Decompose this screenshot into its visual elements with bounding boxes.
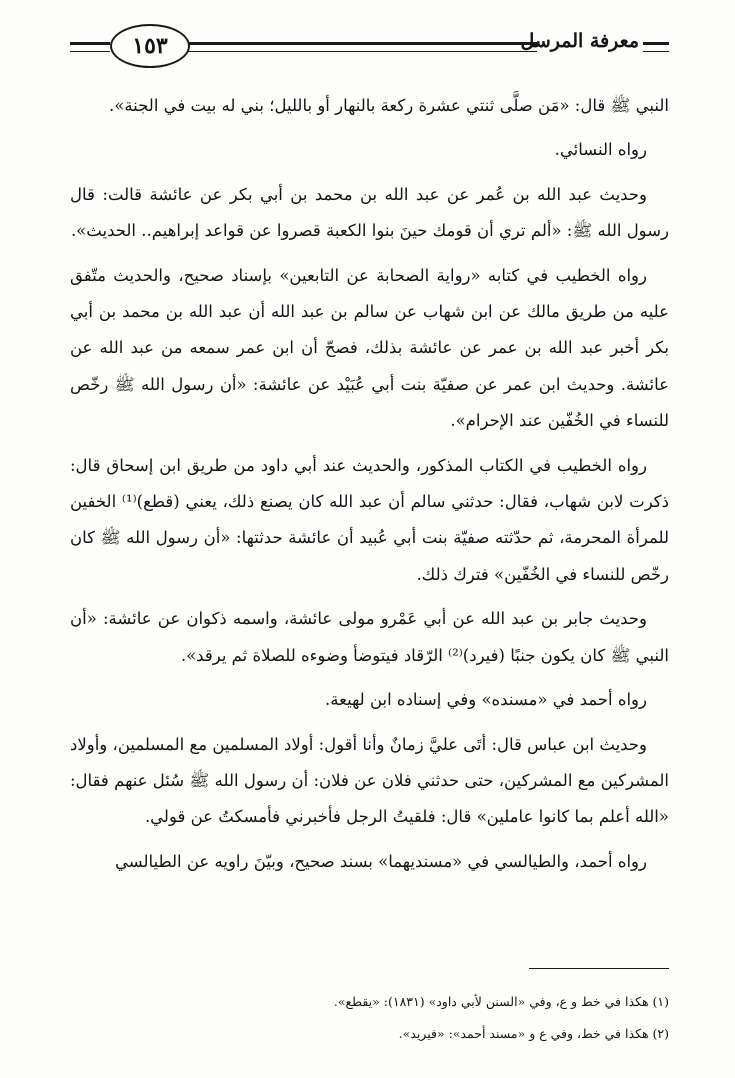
paragraph: وحديث ابن عباس قال: أتَى عليَّ زمانٌ وأنا أقول: أولاد المسلمين مع المسلمين، وأولاد المشركين مع المشركين، حتى حدثني فلان عن فلان: أن رسول الله ﷺ سُئل عنهم فقال: «الله أعلم بما كانوا عاملين» قال: فلقيتُ الرجل فأخبرني فأمسكتُ عن قولي. [69,734,669,827]
header-rule-right [643,42,669,52]
page-header [70,24,669,74]
paragraph: النبي ﷺ قال: «مَن صلَّى ثنتي عشرة ركعة بالنهار أو بالليل؛ بني له بيت في الجنة». [108,96,669,115]
footnote: (١) هكذا في خط و ع، وفي «السنن لأبي داود» (١٨٣١): «يقطع». [333,994,669,1009]
paragraph: رواه أحمد في «مسنده» وفي إسناده ابن لهيعة. [325,690,647,710]
page-number: ١٥٣ [110,24,190,68]
paragraph: رواه الخطيب في كتابه «رواية الصحابة عن التابعين» بإسناد صحيح، والحديث متّفق عليه من طريق مالك عن ابن شهاب عن سالم بن عبد الله أن عبد الله بن محمد بن أبي بكر أخبر عبد الله بن عمر عن عائشة بذلك، فصحّ أن ابن عمر سمعه من عبد الله عن عائشة. وحديث ابن عمر عن صفيّة بنت أبي عُبَيْد عن عائشة: «أن رسول الله ﷺ رخّص للنساء في الخُفّين عند الإحرام». [70,265,669,431]
paragraph: رواه أحمد، والطيالسي في «مسنديهما» بسند صحيح، وبيّنَ راويه عن الطيالسي [114,851,647,871]
paragraph: وحديث جابر بن عبد الله عن أبي عَمْرو مولى عائشة، واسمه ذكوان عن عائشة: «أن النبي ﷺ كان يكون جنبًا (فيرد)⁽²⁾ الرّقاد فيتوضأ وضوءه للصلاة ثم يرقد». [70,609,669,665]
header-rule-middle [188,42,537,52]
main-text [70,88,669,888]
paragraph: وحديث عبد الله بن عُمر عن عبد الله بن محمد بن أبي بكر عن عائشة قالت: قال رسول الله ﷺ: «ألم تري أن قومك حينَ بنوا الكعبة قصروا عن قواعد إبراهيم.. الحديث». [70,184,669,241]
paragraph: رواه النسائي. [554,140,647,160]
footnote: (٢) هكذا في خط، وفي ع و «مسند أحمد»: «فيريد». [398,1026,669,1041]
header-rule-left [70,42,110,52]
footnotes [70,986,669,1050]
running-title: معرفة المرسل [520,30,639,52]
paragraph: رواه الخطيب في الكتاب المذكور، والحديث عند أبي داود من طريق ابن إسحاق قال: ذكرت لابن شهاب، فقال: حدثني سالم أن عبد الله كان يصنع ذلك، يعني (قطع)⁽¹⁾ الخفين للمرأة المحرمة، ثم حدّثته صفيّة بنت أبي عُبيد أن عائشة حدثتها: «أن رسول الله ﷺ كان رخّص للنساء في الخُفّين» فترك ذلك. [70,455,670,584]
footnote-divider [529,968,669,969]
